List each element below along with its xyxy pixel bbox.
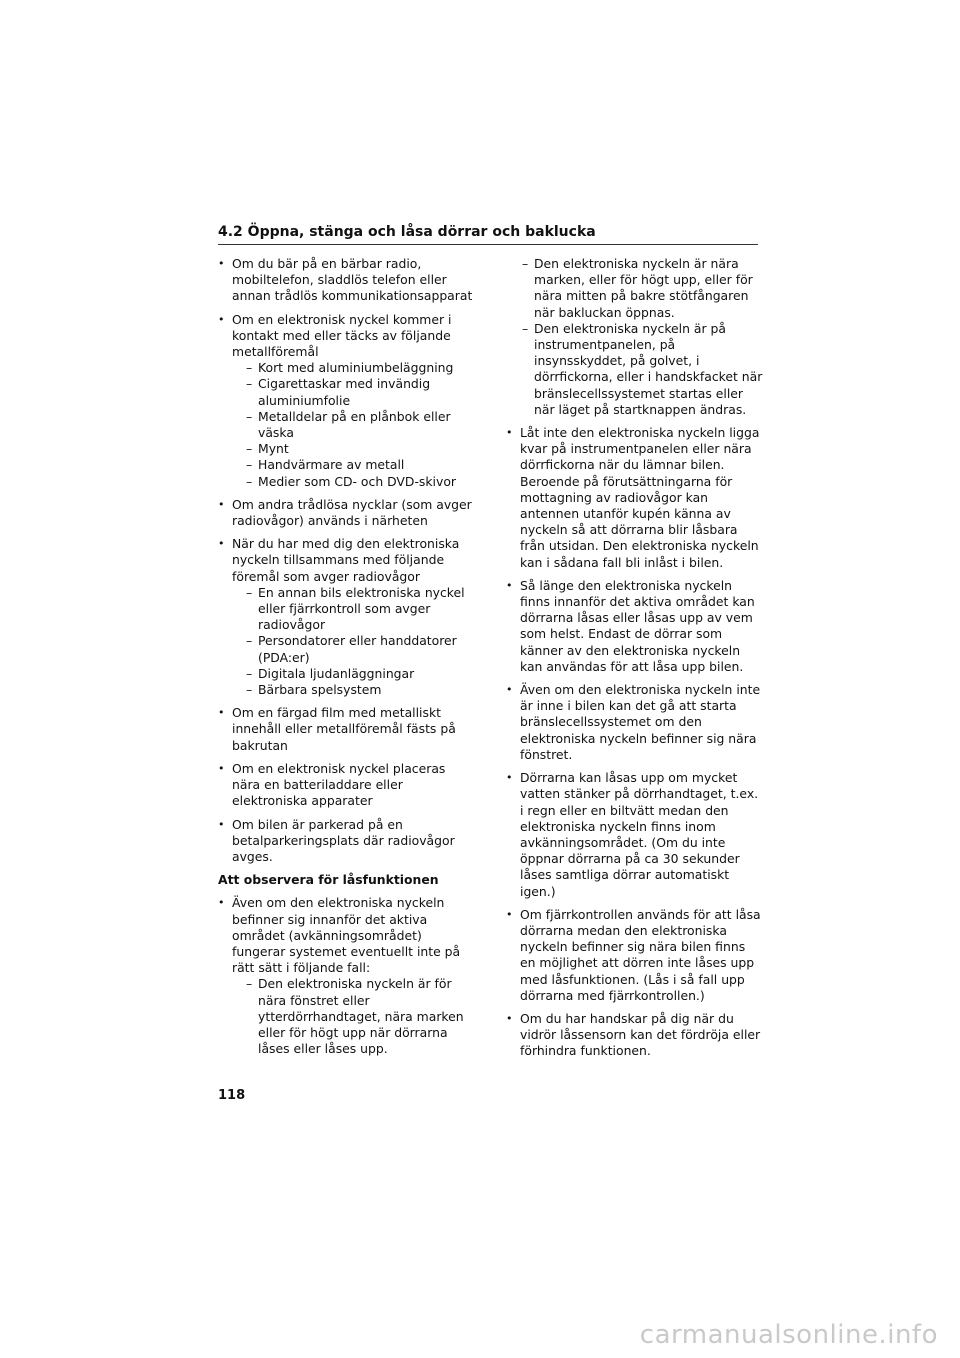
list-item: • Även om den elektroniska nyckeln inte är inne i bilen kan det gå att starta bränslecellssystemet om den elektroniska nyckeln befinner sig nära fönstret. — [506, 682, 764, 763]
list-item: • Även om den elektroniska nyckeln befinner sig innanför det aktiva området (avkänningsområdet) fungerar systemet eventuellt inte på rätt sätt i följande fall: – Den elektroniska nyckeln är för nära fönstret eller ytterdörrhandtaget, nära marken eller för högt upp när dörrarna låses eller låses upp. — [218, 895, 476, 1057]
sub-list-item: – Digitala ljudanläggningar — [246, 665, 415, 681]
sub-list-item: – Den elektroniska nyckeln är nära marken, eller för högt upp, eller för nära mitten på bakre stötfångaren när bakluckan öppnas. — [522, 256, 753, 320]
sub-list-item: – Den elektroniska nyckeln är för nära fönstret eller ytterdörrhandtaget, nära marken eller för högt upp när dörrarna låses eller låses upp. — [246, 976, 464, 1057]
sub-list-item: – Den elektroniska nyckeln är på instrumentpanelen, på insynsskyddet, på golvet, i dörrfickorna, eller i handskfacket när bränslecellssystemet startas eller när läget på startknappen ändras. — [522, 320, 763, 417]
list-item: • Om en färgad film med metalliskt innehåll eller metallföremål fästs på bakrutan — [218, 705, 476, 754]
list-item: • När du har med dig den elektroniska nyckeln tillsammans med följande föremål som avger radiovågor – En annan bils elektroniska nyckel eller fjärrkontroll som avger radiovågor – Persondatorer eller handdatorer (PDA:er) – Digitala ljudanläggningar – Bärbara spelsystem — [218, 536, 476, 698]
header-divider — [218, 244, 758, 245]
subheading: Att observera för låsfunktionen — [218, 872, 439, 888]
sub-list-item: – Cigarettaskar med invändig aluminiumfolie — [246, 376, 431, 408]
sub-list-item: – Medier som CD- och DVD-skivor — [246, 473, 457, 489]
sub-list-item: – Persondatorer eller handdatorer (PDA:er) — [246, 633, 457, 665]
list-item: • Så länge den elektroniska nyckeln finns innanför det aktiva området kan dörrarna låsas eller låsas upp av vem som helst. Endast de dörrar som känner av den elektroniska nyckeln kan användas för att låsa upp bilen. — [506, 578, 764, 675]
sub-list-item: – En annan bils elektroniska nyckel eller fjärrkontroll som avger radiovågor — [246, 584, 465, 633]
page-number: 118 — [218, 1088, 246, 1103]
sub-list-item: – Metalldelar på en plånbok eller väska — [246, 408, 451, 441]
list-item: • Om en elektronisk nyckel kommer i kontakt med eller täcks av följande metallföremål – Kort med aluminiumbeläggning – Cigarettaskar med invändig aluminiumfolie – Metalldelar på en plånbok eller väska – Mynt – Handvärmare av metall – Medier som CD- och DVD-skivor — [218, 312, 476, 490]
list-item: • Om fjärrkontrollen används för att låsa dörrarna medan den elektroniska nyckeln befinner sig nära bilen finns en möjlighet att dörren inte låses upp med låsfunktionen. (Lås i så fall upp dörrarna med fjärrkontrollen.) — [506, 907, 764, 1004]
list-item: • Om du har handskar på dig när du vidrör låssensorn kan det fördröja eller förhindra funktionen. — [506, 1011, 764, 1060]
watermark: carmanualsonline.info — [639, 1320, 938, 1350]
list-item: • Om en elektronisk nyckel placeras nära en batteriladdare eller elektroniska apparater — [218, 761, 476, 810]
list-item: • Om andra trådlösa nycklar (som avger radiovågor) används i närheten — [218, 497, 476, 529]
sub-list-item: – Mynt — [246, 441, 289, 457]
right-column — [506, 256, 764, 1067]
section-title: 4.2 Öppna, stänga och låsa dörrar och baklucka — [218, 224, 596, 240]
list-item: • Låt inte den elektroniska nyckeln ligga kvar på instrumentpanelen eller nära dörrfickorna när du lämnar bilen. Beroende på förutsättningarna för mottagning av radiovågor kan antennen utanför kupén känna av nyckeln så att dörrarna blir låsbara från utsidan. Den elektroniska nyckeln kan i sådana fall bli inlåst i bilen. — [506, 425, 764, 571]
list-item: • Om du bär på en bärbar radio, mobiltelefon, sladdlös telefon eller annan trådlös kommunikationsapparat — [218, 256, 476, 305]
left-column — [218, 256, 476, 1064]
sub-list-item: – Handvärmare av metall — [246, 457, 405, 473]
sub-list-item: – Kort med aluminiumbeläggning — [246, 360, 454, 376]
list-item: • Dörrarna kan låsas upp om mycket vatten stänker på dörrhandtaget, t.ex. i regn eller en biltvätt medan den elektroniska nyckeln finns inom avkänningsområdet. (Om du inte öppnar dörrarna på ca 30 sekunder låses samtliga dörrar automatiskt igen.) — [506, 770, 764, 900]
list-item: • Om bilen är parkerad på en betalparkeringsplats där radiovågor avges. — [218, 817, 476, 866]
sub-list-item: – Bärbara spelsystem — [246, 682, 382, 698]
section-header — [218, 224, 758, 245]
